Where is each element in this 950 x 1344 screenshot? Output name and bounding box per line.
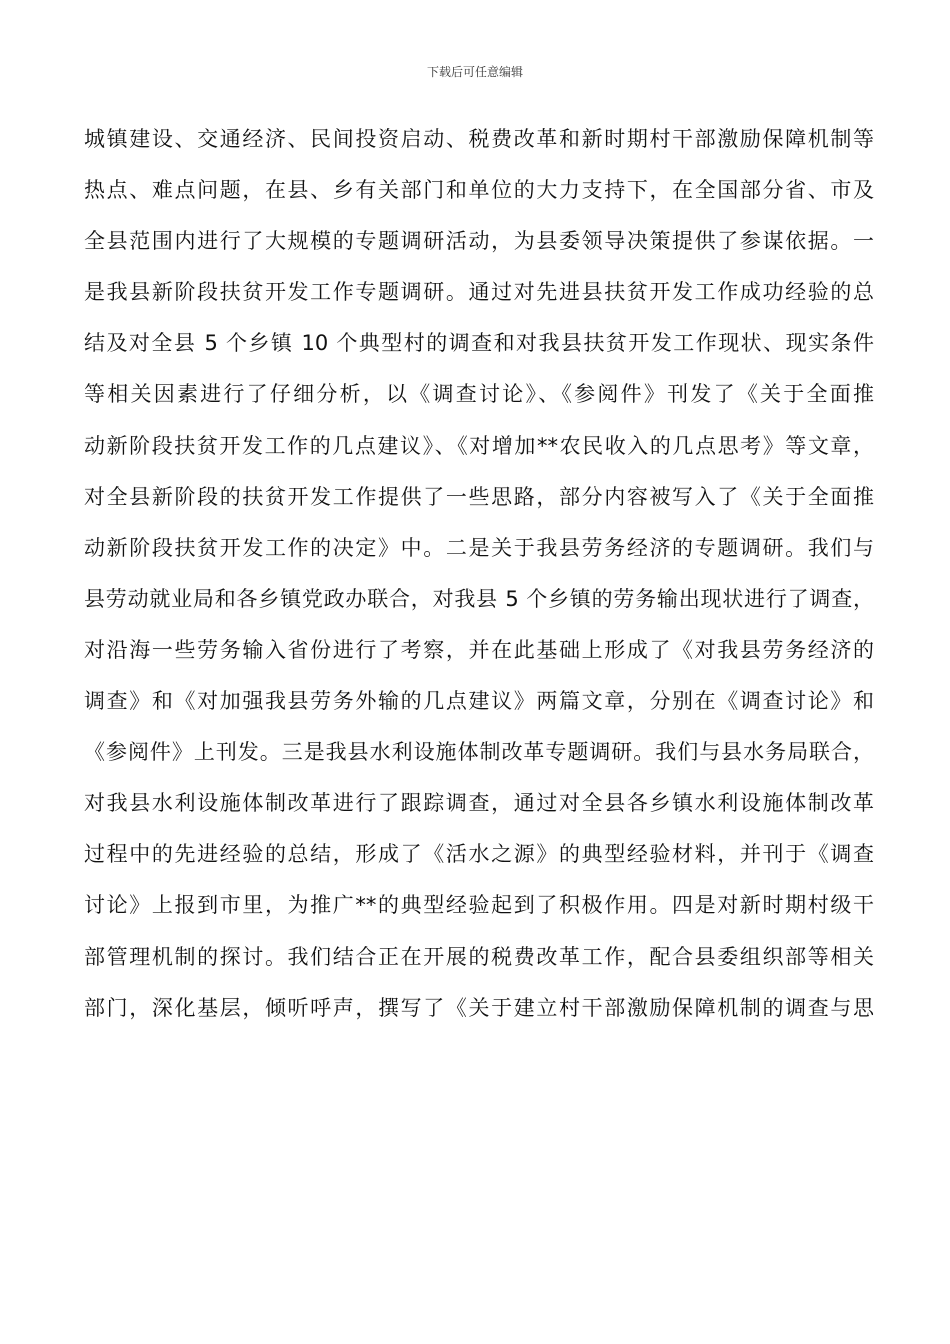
text-line: 过程中的先进经验的总结，形成了《活水之源》的典型经验材料，并刊于《调查	[84, 842, 874, 867]
text-line: 城镇建设、交通经济、民间投资启动、税费改革和新时期村干部激励保障机制等	[84, 127, 874, 151]
text-line: 全县范围内进行了大规模的专题调研活动，为县委领导决策提供了参谋依据。一	[84, 229, 874, 254]
text-line: 是我县新阶段扶贫开发工作专题调研。通过对先进县扶贫开发工作成功经验的总	[84, 280, 874, 305]
text-line: 调查》和《对加强我县劳务外输的几点建议》两篇文章，分别在《调查讨论》和	[84, 689, 874, 714]
text-line: 部管理机制的探讨。我们结合正在开展的税费改革工作，配合县委组织部等相关	[84, 944, 874, 969]
text-line: 等相关因素进行了仔细分析，以《调查讨论》、《参阅件》刊发了《关于全面推	[84, 382, 874, 407]
text-line: 结及对全县 5 个乡镇 10 个典型村的调查和对我县扶贫开发工作现状、现实条件	[84, 331, 874, 356]
text-line: 县劳动就业局和各乡镇党政办联合，对我县 5 个乡镇的劳务输出现状进行了调查，	[84, 586, 874, 611]
text-line: 部门，深化基层，倾听呼声，撰写了《关于建立村干部激励保障机制的调查与思	[84, 995, 874, 1020]
text-line: 《参阅件》上刊发。三是我县水利设施体制改革专题调研。我们与县水务局联合，	[84, 740, 874, 765]
text-line: 对全县新阶段的扶贫开发工作提供了一些思路，部分内容被写入了《关于全面推	[84, 484, 874, 509]
text-line: 对沿海一些劳务输入省份进行了考察，并在此基础上形成了《对我县劳务经济的	[84, 637, 874, 662]
text-line: 动新阶段扶贫开发工作的几点建议》、《对增加**农民收入的几点思考》等文章，	[84, 433, 874, 458]
text-line: 热点、难点问题，在县、乡有关部门和单位的大力支持下，在全国部分省、市及	[84, 178, 874, 203]
page-header: 下载后可任意编辑	[426, 65, 523, 79]
text-line: 对我县水利设施体制改革进行了跟踪调查，通过对全县各乡镇水利设施体制改革	[84, 791, 874, 816]
text-line: 讨论》上报到市里，为推广**的典型经验起到了积极作用。四是对新时期村级干	[84, 893, 874, 918]
text-line: 动新阶段扶贫开发工作的决定》中。二是关于我县劳务经济的专题调研。我们与	[84, 535, 874, 560]
body-paragraph	[84, 114, 874, 1034]
